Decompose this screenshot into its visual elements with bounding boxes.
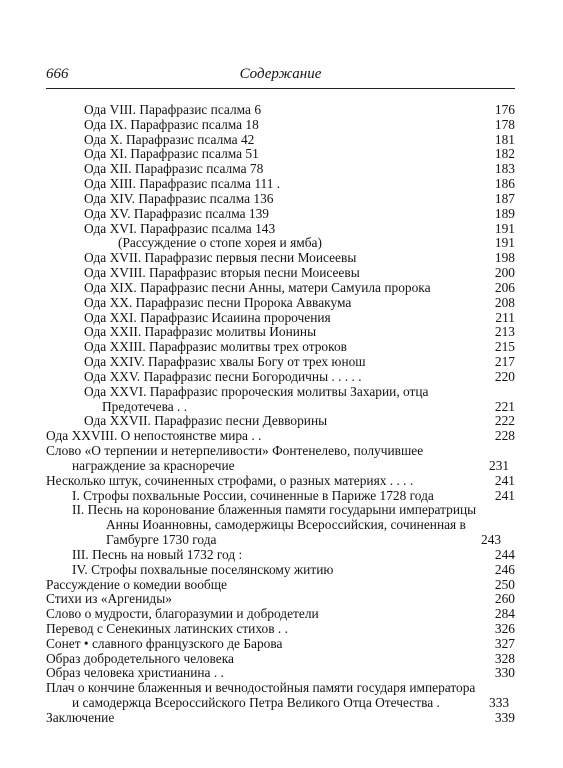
toc-entry-page: 241 (494, 487, 515, 503)
toc-entry[interactable] (46, 162, 515, 177)
toc-entry-page: 183 (494, 161, 515, 177)
toc-entry-page: 181 (494, 131, 515, 147)
toc-entry-page: 246 (494, 561, 515, 577)
toc-entry-page: 221 (494, 398, 515, 414)
toc-entry-title: Ода XV. Парафразис псалма 139 (84, 205, 269, 221)
toc-entry-page: 208 (494, 294, 515, 310)
toc-entry-title: Заключение (46, 709, 115, 725)
toc-entry-title: Ода XXVI. Парафразис пророческия молитвы Захарии, отца Предотечева . . (84, 383, 429, 414)
toc-entry-page: 189 (494, 205, 515, 221)
toc-entry[interactable] (46, 133, 515, 148)
toc-entry-title: Ода XX. Парафразис песни Пророка Аввакума (84, 294, 352, 310)
toc-entry[interactable] (46, 296, 515, 311)
toc-entry[interactable] (46, 281, 515, 296)
toc-entry[interactable] (46, 222, 515, 237)
toc-entry-page: 250 (494, 576, 515, 592)
toc-entry[interactable] (46, 503, 515, 547)
toc-entry[interactable] (46, 236, 515, 251)
toc-entry[interactable] (46, 118, 515, 133)
page-header (46, 66, 515, 89)
toc-entry[interactable] (46, 103, 515, 118)
toc-entry[interactable] (46, 666, 515, 681)
toc-entry[interactable] (46, 177, 515, 192)
toc-entry-title: Образ человека христианина . . (46, 665, 224, 681)
page-number: 666 (46, 66, 69, 82)
toc-entry-page: 330 (494, 665, 515, 681)
toc-entry-title: Перевод с Сенекиных латинских стихов . . (46, 620, 288, 636)
toc-entry-title: Ода XXIV. Парафразис хвалы Богу от трех юнош (84, 354, 366, 370)
toc-entry-page: 244 (494, 546, 515, 562)
toc-entry-page: 187 (494, 190, 515, 206)
toc-entry-title: Несколько штук, сочиненных строфами, о разных материях . . . . (46, 472, 414, 488)
toc-entry-title: I. Строфы похвальные России, сочиненные в Париже 1728 года (72, 487, 434, 503)
toc-entry-page: 328 (494, 650, 515, 666)
toc-entry-page: 213 (494, 324, 515, 340)
toc-entry-title: Ода XIV. Парафразис псалма 136 (84, 190, 274, 206)
toc-entry[interactable] (46, 207, 515, 222)
toc-entry-page: 333 (509, 696, 515, 711)
toc-entry[interactable] (46, 385, 515, 415)
toc-entry[interactable] (46, 563, 515, 578)
toc-entry-title: Ода XVII. Парафразис первыя песни Моисеевы (84, 250, 357, 266)
toc-entry-title: (Рассуждение о стопе хорея и ямба) (118, 235, 322, 251)
toc-entry-page: 176 (494, 102, 515, 117)
toc-entry[interactable] (46, 266, 515, 281)
toc-entry-title: Ода VIII. Парафразис псалма 6 (84, 102, 262, 117)
toc-entry-title: Рассуждение о комедии вообще (46, 576, 227, 592)
toc-entry-page: 178 (494, 116, 515, 132)
toc-entry-page: 228 (494, 428, 515, 444)
toc-entry-title: Ода XIX. Парафразис песни Анны, матери Самуила пророка (84, 279, 431, 295)
toc-entry-title: Ода XXV. Парафразис песни Богородичны . . . . . (84, 368, 362, 384)
toc-entry[interactable] (46, 474, 515, 489)
toc-entry-title: Ода IX. Парафразис псалма 18 (84, 116, 259, 132)
toc-entry-page: 327 (494, 635, 515, 651)
toc-entry-page: 191 (494, 235, 515, 251)
toc-entry[interactable] (46, 414, 515, 429)
toc-entry-title: Образ добродетельного человека (46, 650, 234, 666)
toc-entry-page: 211 (495, 309, 515, 325)
toc-entry[interactable] (46, 548, 515, 563)
toc-entry-title: III. Песнь на новый 1732 год : (72, 546, 243, 562)
toc-entry-page: 243 (509, 533, 515, 548)
toc-entry[interactable] (46, 340, 515, 355)
toc-entry-page: 186 (494, 176, 515, 192)
toc-entry-page: 217 (494, 354, 515, 370)
running-title: Содержание (239, 66, 322, 82)
toc-entry-title: Ода XXIII. Парафразис молитвы трех отроков (84, 339, 347, 355)
toc-entry-title: Стихи из «Аргениды» (46, 591, 172, 607)
toc-entry-title: Ода XVIII. Парафразис вторыя песни Моисеевы (84, 265, 360, 281)
toc-entry-page: 231 (509, 459, 515, 474)
toc-entry-title: II. Песнь на коронование блаженныя памяти государыни императрицы Анны Иоанновны, самодержицы Всероссийския, сочиненная в Гамбурге 1730 года (72, 502, 477, 548)
toc-entry-page: 191 (494, 220, 515, 236)
toc-entry-title: Ода XXVII. Парафразис песни Девворины (84, 413, 328, 429)
table-of-contents (46, 103, 515, 726)
toc-entry-title: Ода XII. Парафразис псалма 78 (84, 161, 264, 177)
toc-entry-title: Слово о мудрости, благоразумии и добродетели (46, 606, 319, 622)
toc-entry-title: Ода XIII. Парафразис псалма 111 . (84, 176, 281, 192)
toc-entry-page: 198 (494, 250, 515, 266)
toc-entry[interactable] (46, 681, 515, 711)
toc-entry[interactable] (46, 325, 515, 340)
toc-entry[interactable] (46, 578, 515, 593)
toc-entry-title: Ода XI. Парафразис псалма 51 (84, 146, 259, 162)
toc-entry-page: 215 (494, 339, 515, 355)
toc-entry[interactable] (46, 192, 515, 207)
toc-entry-page: 260 (494, 591, 515, 607)
toc-entry-title: Ода XXVIII. О непостоянстве мира . . (46, 428, 262, 444)
toc-entry-title: Сонет • славного французского де Барова (46, 635, 283, 651)
toc-entry[interactable] (46, 147, 515, 162)
toc-entry-title: Ода X. Парафразис псалма 42 (84, 131, 255, 147)
toc-entry-page: 339 (494, 709, 515, 725)
toc-entry-title: Ода XXII. Парафразис молитвы Ионины (84, 324, 317, 340)
toc-entry[interactable] (46, 637, 515, 652)
toc-entry[interactable] (46, 311, 515, 326)
toc-entry-page: 222 (494, 413, 515, 429)
toc-entry-page: 206 (494, 279, 515, 295)
toc-entry-title: Плач о кончине блаженныя и вечнодостойныя памяти государя императора и самодержца Всероссийского Петра Великого Отца Отечества . (46, 680, 476, 711)
toc-entry[interactable] (46, 592, 515, 607)
toc-entry[interactable] (46, 711, 515, 726)
toc-entry-page: 220 (494, 368, 515, 384)
toc-entry-page: 326 (494, 620, 515, 636)
toc-entry-title: Ода XXI. Парафразис Исаиина пророчения (84, 309, 331, 325)
toc-entry[interactable] (46, 444, 515, 474)
toc-entry[interactable] (46, 355, 515, 370)
toc-entry-page: 284 (494, 606, 515, 622)
toc-entry[interactable] (46, 652, 515, 667)
toc-entry-page: 241 (494, 472, 515, 488)
toc-entry-page: 200 (494, 265, 515, 281)
toc-entry[interactable] (46, 251, 515, 266)
toc-entry-title: Слово «О терпении и нетерпеливости» Фонтенелево, получившее награждение за красноречие (46, 443, 424, 473)
toc-entry-title: Ода XVI. Парафразис псалма 143 (84, 220, 276, 236)
toc-entry-title: IV. Строфы похвальные поселянскому житию (72, 561, 334, 577)
toc-entry-page: 182 (494, 146, 515, 162)
toc-entry[interactable] (46, 489, 515, 504)
toc-entry[interactable] (46, 429, 515, 444)
toc-entry[interactable] (46, 607, 515, 622)
toc-entry[interactable] (46, 622, 515, 637)
toc-entry[interactable] (46, 370, 515, 385)
